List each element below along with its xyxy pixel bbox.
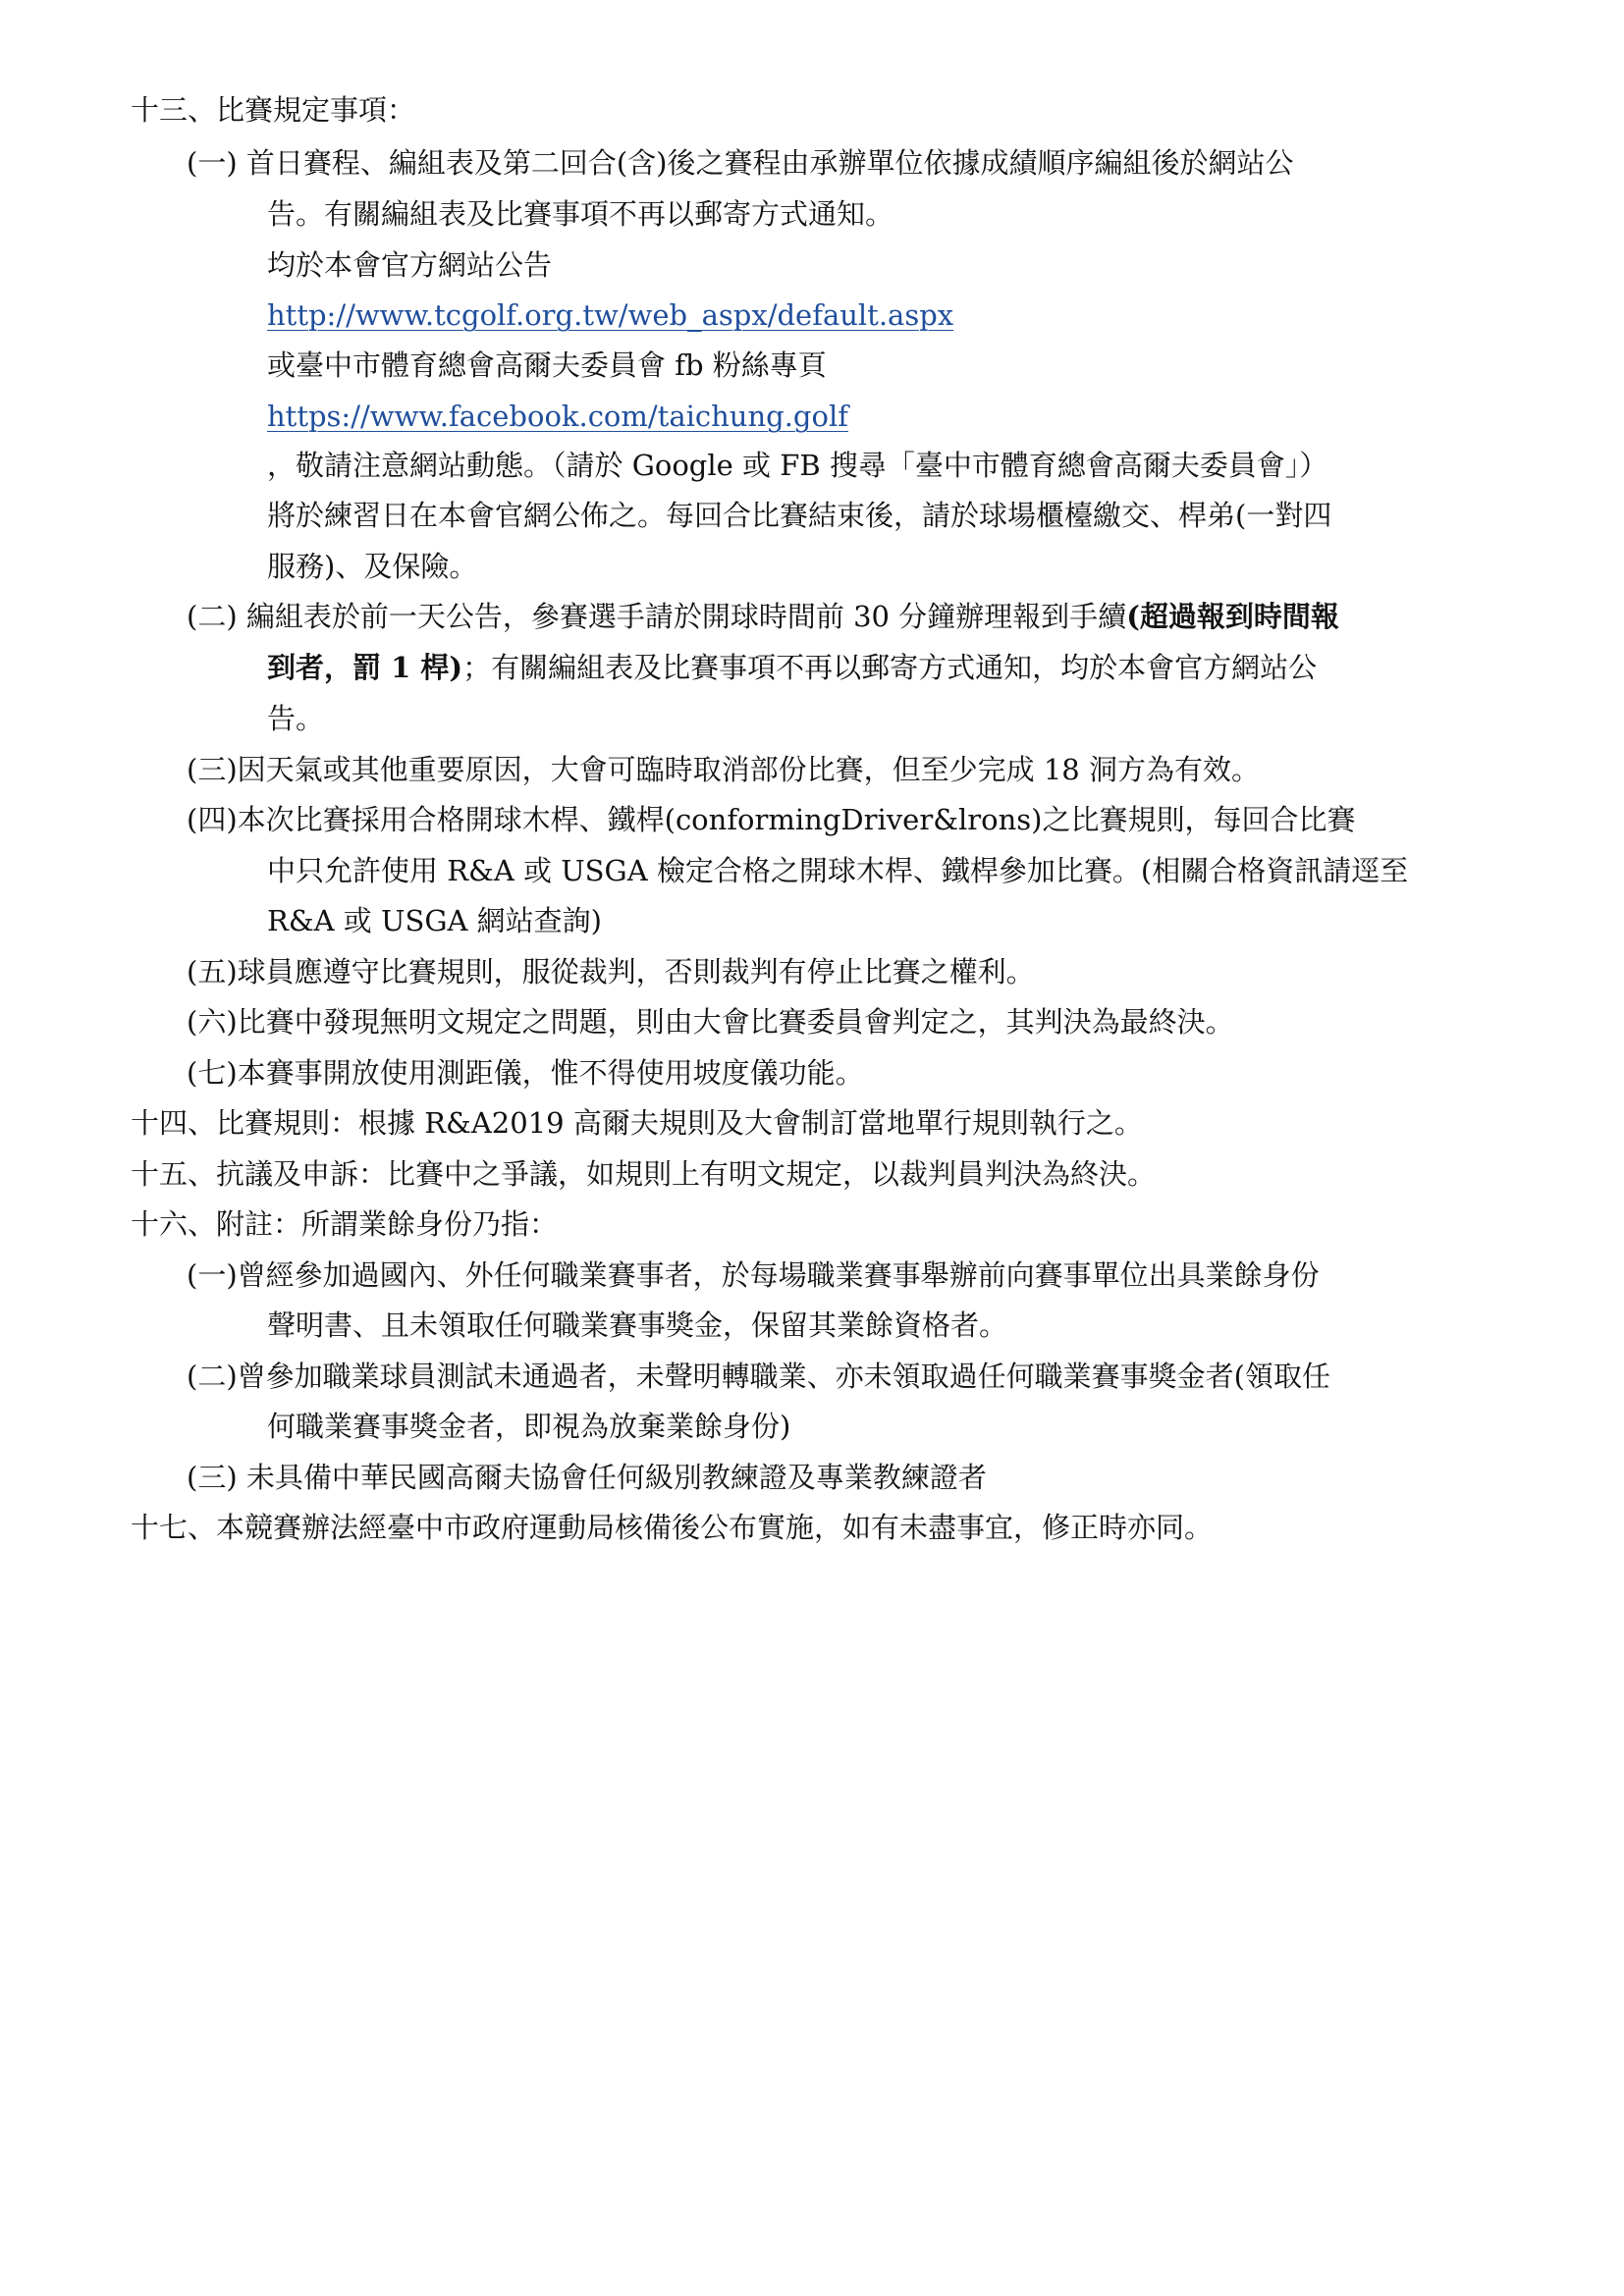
note-16-2-line-2: 何職業賽事獎金者，即視為放棄業餘身份) — [267, 1410, 791, 1443]
rule-13-6: (六)比賽中發現無明文規定之問題，則由大會比賽委員會判定之，其判決為最終決。 — [187, 1005, 1234, 1039]
section-16-heading: 十六、附註：所謂業餘身份乃指： — [131, 1207, 559, 1241]
rule-13-1-line-8: 將於練習日在本會官網公佈之。每回合比賽結束後，請於球場櫃檯繳交、桿弟(一對四 — [267, 499, 1332, 532]
section-15: 十五、抗議及申訴：比賽中之爭議，如規則上有明文規定，以裁判員判決為終決。 — [131, 1157, 1157, 1191]
rule-13-1-line-1: (一) 首日賽程、編組表及第二回合(含)後之賽程由承辦單位依據成績順序編組後於網站公 — [187, 146, 1294, 180]
rule-13-4-line-2: 中只允許使用 R&A 或 USGA 檢定合格之開球木桿、鐵桿參加比賽。(相關合格資訊請逕至 — [267, 854, 1409, 887]
rule-13-1-line-5: 或臺中市體育總會高爾夫委員會 fb 粉絲專頁 — [267, 348, 827, 382]
rule-13-3: (三)因天氣或其他重要原因，大會可臨時取消部份比賽，但至少完成 18 洞方為有效。 — [187, 753, 1260, 786]
rule-13-4-line-1: (四)本次比賽採用合格開球木桿、鐵桿(conformingDriver&lrons)之比賽規則，每回合比賽 — [187, 803, 1356, 836]
rule-13-7: (七)本賽事開放使用測距儀，惟不得使用坡度儀功能。 — [187, 1056, 864, 1090]
website-link[interactable]: http://www.tcgolf.org.tw/web_aspx/default.aspx — [267, 298, 954, 332]
rule-13-2-line-1 — [187, 591, 1339, 642]
rule-13-5: (五)球員應遵守比賽規則，服從裁判，否則裁判有停止比賽之權利。 — [187, 955, 1035, 988]
rule-13-2-text-cont: ；有關編組表及比賽事項不再以郵寄方式通知，均於本會官方網站公 — [462, 651, 1318, 684]
rule-13-2-text: (二) 編組表於前一天公告，參賽選手請於開球時間前 30 分鐘辦理報到手續 — [187, 600, 1127, 633]
section-13-heading: 十三、比賽規定事項： — [131, 93, 416, 127]
facebook-link[interactable]: https://www.facebook.com/taichung.golf — [267, 400, 848, 433]
rule-13-1-line-9: 服務)、及保險。 — [267, 550, 478, 583]
rule-13-2-line-3: 告。 — [267, 702, 325, 735]
rule-13-2-line-2 — [267, 642, 1317, 693]
rule-13-1-line-7: ，敬請注意網站動態。（請於 Google 或 FB 搜尋「臺中市體育總會高爾夫委員會」） — [267, 449, 1328, 482]
note-16-1-line-2: 聲明書、且未領取任何職業賽事獎金，保留其業餘資格者。 — [267, 1308, 1008, 1342]
note-16-1-line-1: (一)曾經參加過國內、外任何職業賽事者，於每場職業賽事舉辦前向賽事單位出具業餘身份 — [187, 1258, 1320, 1292]
late-penalty-bold: (超過報到時間報 — [1126, 600, 1339, 633]
rule-13-1-line-2: 告。有關編組表及比賽事項不再以郵寄方式通知。 — [267, 197, 894, 231]
rule-13-4-line-3: R&A 或 USGA 網站查詢) — [267, 904, 602, 937]
late-penalty-bold-cont: 到者，罰 1 桿) — [267, 651, 463, 684]
section-14: 十四、比賽規則：根據 R&A2019 高爾夫規則及大會制訂當地單行規則執行之。 — [131, 1106, 1143, 1140]
rule-13-1-line-3: 均於本會官方網站公告 — [267, 248, 553, 282]
section-17: 十七、本競賽辦法經臺中市政府運動局核備後公布實施，如有未盡事宜，修正時亦同。 — [131, 1511, 1214, 1544]
note-16-2-line-1: (二)曾參加職業球員測試未通過者，未聲明轉職業、亦未領取過任何職業賽事獎金者(領取任 — [187, 1360, 1330, 1393]
note-16-3: (三) 未具備中華民國高爾夫協會任何級別教練證及專業教練證者 — [187, 1461, 987, 1494]
